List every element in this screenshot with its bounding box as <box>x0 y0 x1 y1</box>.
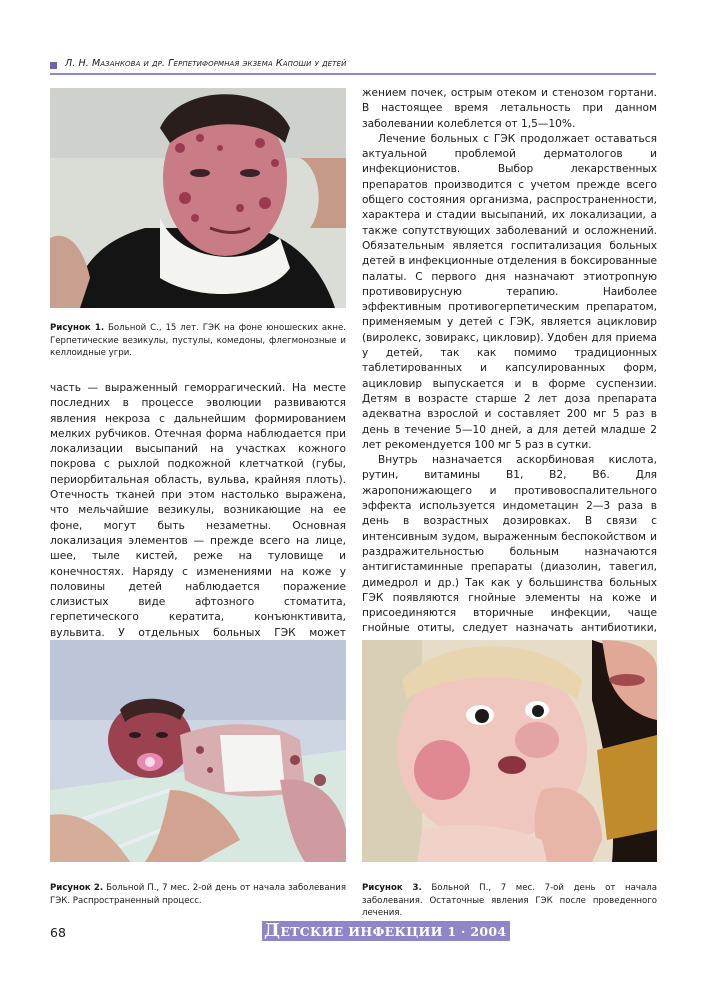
running-title: Л. Н. Мазанкова и др. Герпетиформная экзема Капоши у детей <box>65 58 347 69</box>
left-column <box>50 381 346 672</box>
left-paragraph: часть — выраженный геморрагический. На месте последних в процессе эволюции развиваются явления некроза с дальнейшим формированием мелких рубчиков. Отечная форма наблюдается при локализации высыпаний на участках кожного покрова с рыхлой подкожной клетчаткой (губы, периорбитальная область, вульва, крайняя плоть). Отечность тканей при этом настолько выражена, что мельчайшие везикулы, возникающие на ее фоне, могут быть незаметны. Основная локализация элементов — прежде всего на лице, шее, тыле кистей, реже на туловище и конечностях. Наряду с изменениями на коже у половины детей наблюдается поражение слизистых виде афтозного стоматита, герпетического кератита, конъюнктивита, вульвита. У отдельных больных ГЭК может <box>50 382 346 639</box>
figure-3-caption-text: Больной П., 7 мес. 7-ой день от начала заболевания. Остаточные явления ГЭК после проведенного лечения. <box>362 883 657 918</box>
journal-title-rest: ЕТСКИЕ ИНФЕКЦИИ 1 · 2004 <box>280 924 507 939</box>
journal-initial: Д <box>264 920 281 941</box>
figure-3-photo <box>362 640 657 862</box>
header-rule <box>50 73 656 75</box>
figure-1-label: Рисунок 1. <box>50 323 105 333</box>
right-column <box>362 86 657 728</box>
right-paragraph-3: Внутрь назначается аскорбиновая кислота, рутин, витамины В1, В2, В6. Для жаропонижающего и противовоспалительного эффекта используется индометацин 2—3 раза в день в возрастных дозировках. В связи с интенсивным зудом, выраженным беспокойством и раздражительностью больным назначаются антигистаминные препараты (диазолин, тавегил, димедрол и др.) Так как у большинства больных ГЭК появляются гнойные элементы на коже и присоединяются вторичные инфекции, чаще гнойные отиты, следует назначать антибиотики, <box>362 454 657 635</box>
right-paragraph-1: жением почек, острым отеком и стенозом гортани. В настоящее время летальность при данном заболевании колеблется от 1,5—10%. <box>362 87 657 130</box>
figure-3-label: Рисунок 3. <box>362 883 422 893</box>
right-paragraph-2: Лечение больных с ГЭК продолжает оставаться актуальной проблемой дерматологов и инфекционистов. Выбор лекарственных препаратов производится с учетом прежде всего общего состояния организма, распространенности, характера и стадии высыпаний, их локализации, а также сопутствующих заболеваний и осложнений. Обязательным является госпитализация больных детей в инфекционные отделения в боксированные палаты. С первого дня назначают этиотропную противовирусную терапию. Наиболее эффективным противогерпетическим препаратом, применяемым у детей с ГЭК, является ацикловир (виролекс, зовиракс, цикловир). Удобен для приема у детей, так как помимо традиционных таблетированных и капсулированных форм, ацикловир выпускается и в форме суспензии. Детям в возрасте старше 2 лет доза препарата адекватна взрослой и составляет 200 мг 5 раз в день в течение 5—10 дней, а для детей младше 2 лет рекомендуется 100 мг 5 раз в сутки. <box>362 132 657 451</box>
figure-1-photo <box>50 88 346 308</box>
header-square-marker <box>50 62 57 69</box>
figure-2-photo <box>50 640 346 862</box>
journal-title-banner <box>262 921 510 941</box>
running-header <box>50 58 656 74</box>
figure-3-caption <box>362 882 657 920</box>
figure-2-caption <box>50 882 346 907</box>
figure-1-caption <box>50 322 346 360</box>
figure-2-caption-text: Больной П., 7 мес. 2-ой день от начала заболевания ГЭК. Распространенный процесс. <box>50 883 346 906</box>
page-number: 68 <box>50 925 66 940</box>
figure-2-label: Рисунок 2. <box>50 883 104 893</box>
figure-1-caption-text: Больной С., 15 лет. ГЭК на фоне юношеских акне. Герпетические везикулы, пустулы, комедоны, флегмонозные и келлоидные угри. <box>50 323 346 358</box>
